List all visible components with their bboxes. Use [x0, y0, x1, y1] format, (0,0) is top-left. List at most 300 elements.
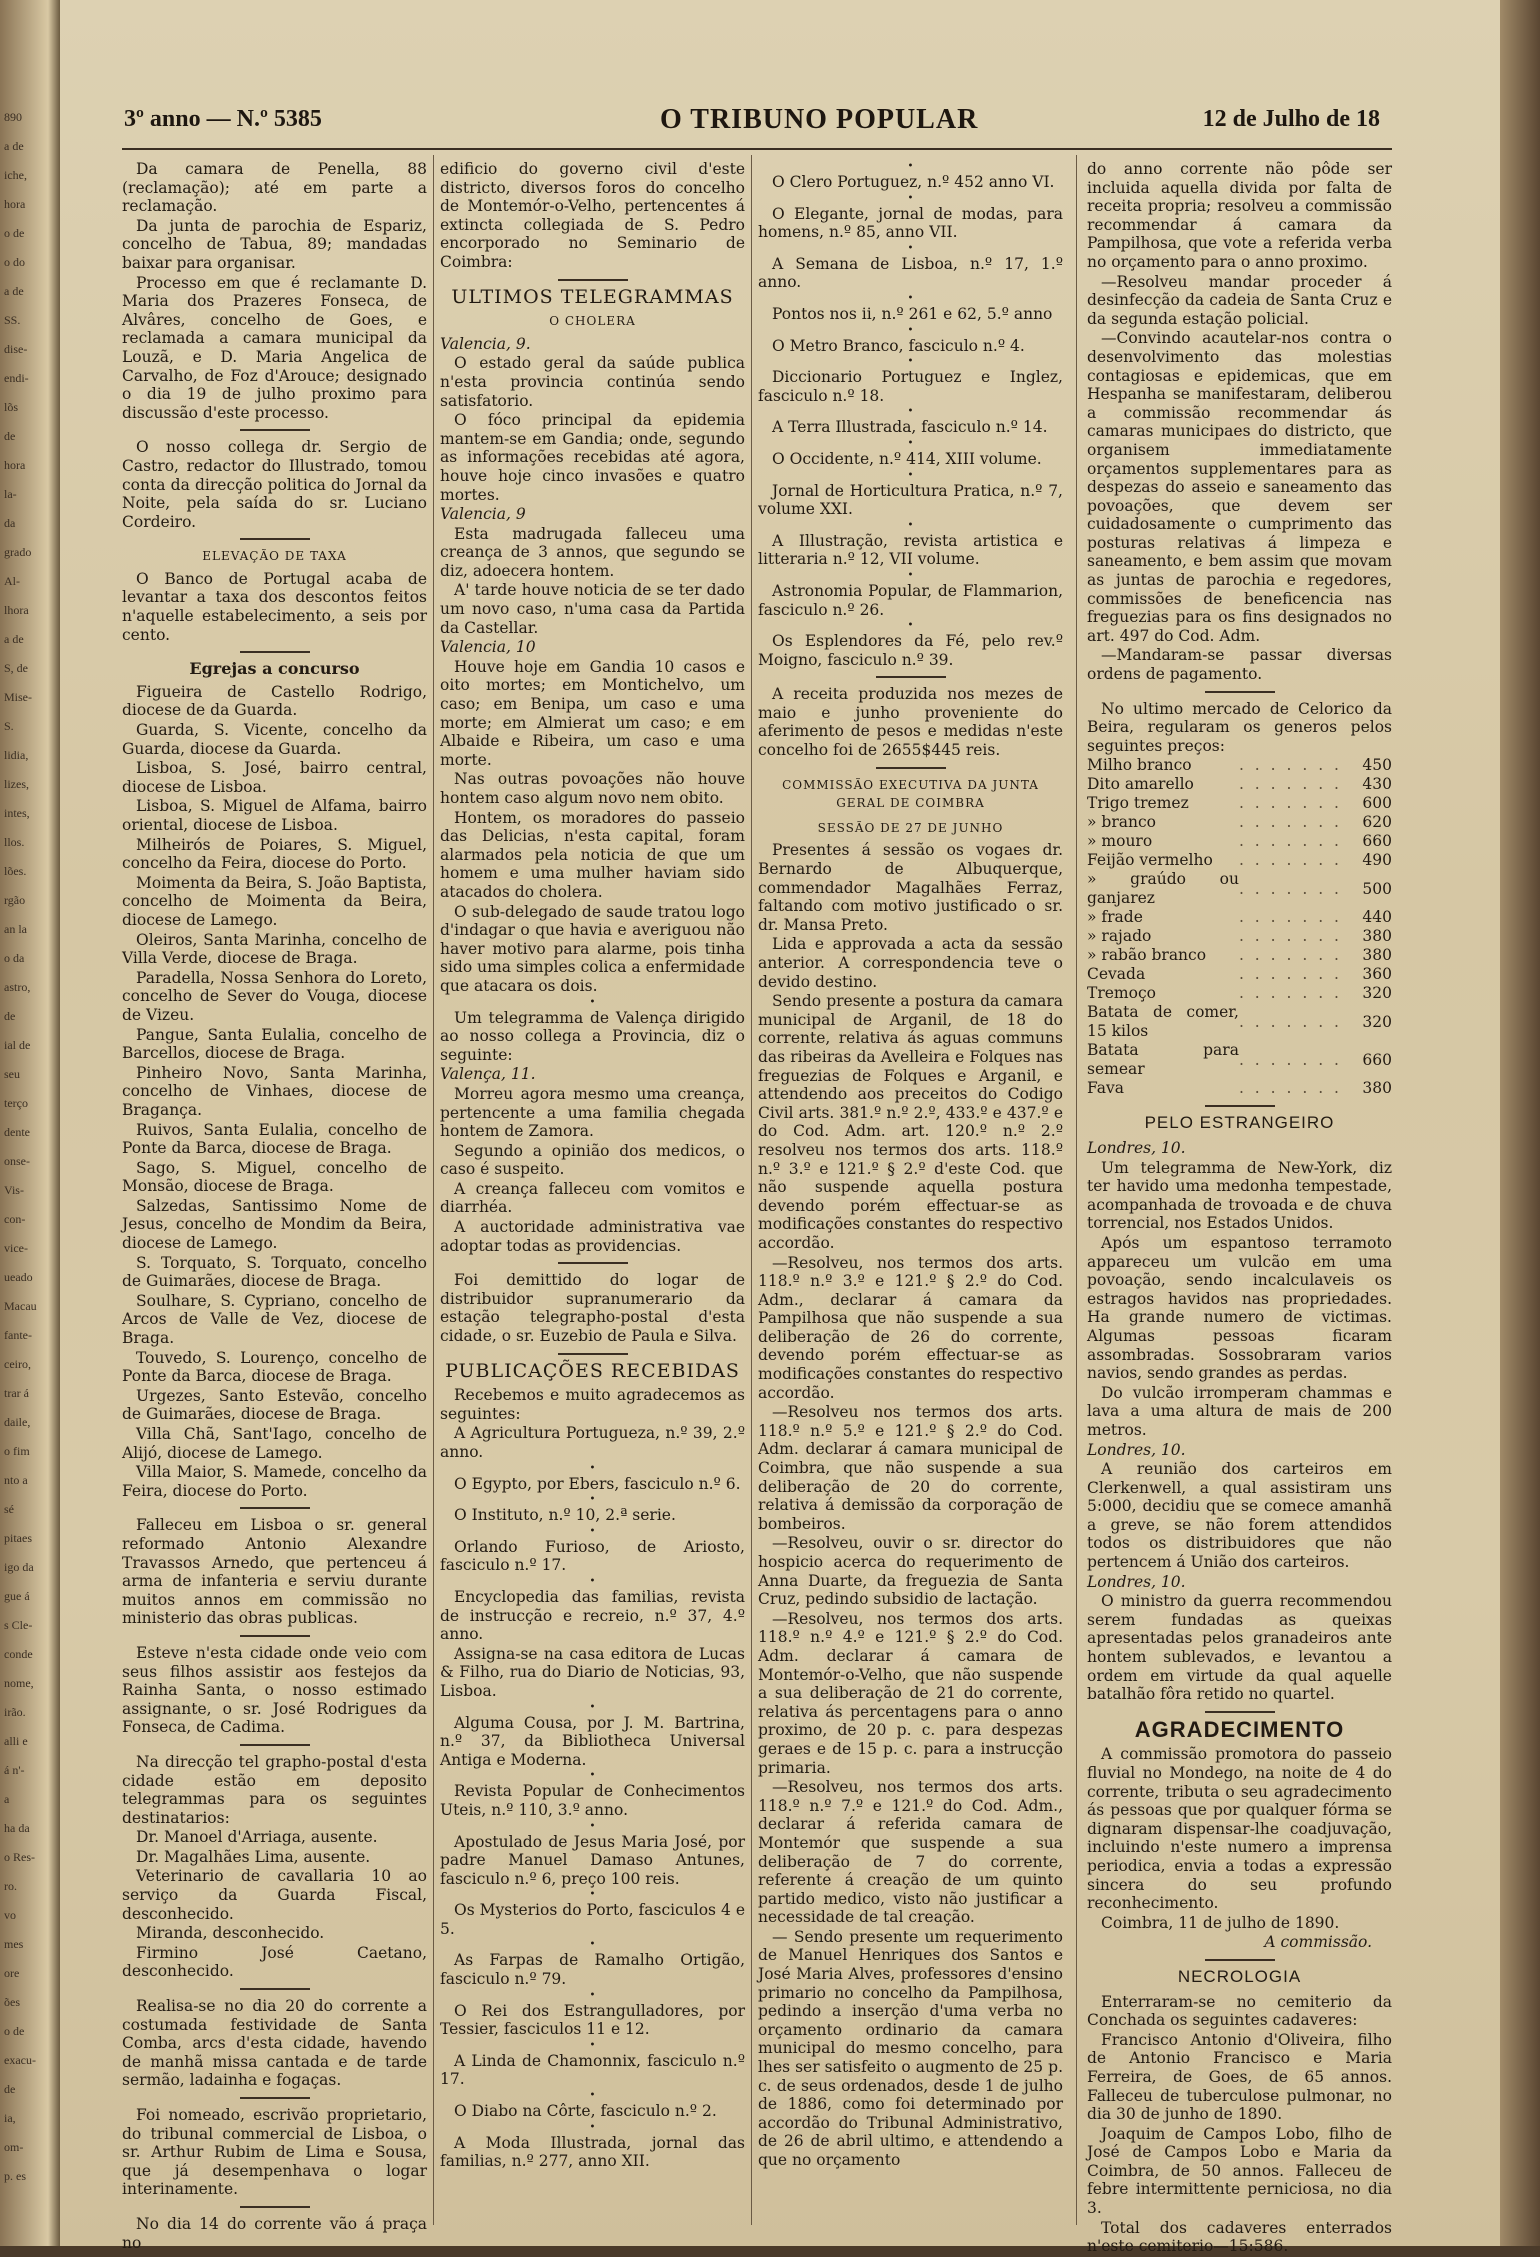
- price-row: [1087, 851, 1392, 870]
- article-paragraph: O Diabo na Côrte, fasciculo n.º 2.: [454, 2102, 717, 2121]
- margin-fragment: de: [4, 2082, 16, 2096]
- bullet-separator: •: [907, 292, 914, 304]
- product-price: 380: [1362, 946, 1392, 965]
- leader-dots: . . . . . . .: [1238, 946, 1342, 965]
- section-subheading: O CHOLERA: [549, 314, 636, 329]
- article-paragraph: O Occidente, n.º 414, XIII volume.: [772, 449, 1042, 468]
- bullet-separator: •: [907, 356, 914, 368]
- article-paragraph: O Elegante, jornal de modas, para homens, n.º 85, anno VII.: [758, 204, 1063, 242]
- section-rule: [1205, 691, 1275, 693]
- margin-fragment: conde: [4, 1647, 33, 1661]
- article-paragraph: Figueira de Castello Rodrigo, diocese de da Guarda.: [122, 682, 427, 720]
- article-paragraph: —Resolveu mandar proceder á desinfecção da cadeia de Santa Cruz e da segunda estação policial.: [1087, 272, 1392, 328]
- margin-fragment: daile,: [4, 1415, 31, 1429]
- article-paragraph: Coimbra, 11 de julho de 1890.: [1101, 1913, 1340, 1932]
- margin-fragment: o da: [4, 951, 25, 965]
- leader-dots: . . . . . . .: [1238, 756, 1342, 775]
- article-paragraph: Alguma Cousa, por J. M. Bartrina, n.º 37, da Bibliotheca Universal Antiga e Moderna.: [440, 1713, 745, 1769]
- bullet-separator: •: [589, 1989, 596, 2001]
- margin-fragment: nome,: [4, 1676, 34, 1690]
- article-paragraph: Ruivos, Santa Eulalia, concelho de Ponte da Barca, diocese de Braga.: [122, 1120, 427, 1158]
- section-rule: [240, 2097, 310, 2099]
- article-paragraph: O Clero Portuguez, n.º 452 anno VI.: [772, 173, 1055, 191]
- article-paragraph: —Resolveu, nos termos dos arts. 118.º n.º 4.º e 121.º § 2.º do Cod. Adm. declarar á camara de Montemór-o-Velho, que não suspende a sua deliberação de 21 do corrente, relativa ás percentagens para o anno proximo, de 20 p. c. para despezas geraes e de 15 p. c. para a instrucção primaria.: [758, 1609, 1063, 1777]
- issue-number: 3º anno — N.º 5385: [124, 106, 322, 132]
- margin-fragment: exacu-: [4, 2053, 36, 2067]
- margin-fragment: a de: [4, 284, 24, 298]
- article-paragraph: A auctoridade administrativa vae adoptar todas as providencias.: [440, 1218, 745, 1255]
- article-paragraph: Lisboa, S. José, bairro central, diocese de Lisboa.: [122, 759, 427, 796]
- margin-fragment: p. es: [4, 2169, 26, 2183]
- dateline: Londres, 10.: [1087, 1139, 1186, 1157]
- article-paragraph: Pangue, Santa Eulalia, concelho de Barcellos, diocese de Braga.: [122, 1025, 427, 1063]
- price-row: [1087, 870, 1392, 908]
- margin-fragment: dise-: [4, 342, 28, 356]
- margin-fragment: S, de: [4, 661, 28, 675]
- margin-fragment: pitaes: [4, 1531, 32, 1545]
- article-paragraph: Um telegramma de Valença dirigido ao nosso collega a Provincia, diz o seguinte:: [440, 1008, 745, 1064]
- article-paragraph: Esteve n'esta cidade onde veio com seus filhos assistir aos festejos da Rainha Santa, o nosso estimado assignante, o sr. José Rodrigues da Fonseca, de Cadima.: [122, 1643, 427, 1737]
- article-paragraph: O Metro Branco, fasciculo n.º 4.: [772, 336, 1025, 355]
- article-paragraph: Lida e approvada a acta da sessão anterior. A correspondencia teve o devido destino.: [758, 935, 1063, 991]
- article-paragraph: Processo em que é reclamante D. Maria dos Prazeres Fonseca, de Alvâres, concelho de Goes, e reclamada a camara municipal da Louzã, e D. Maria Angelica de Carvalho, de Foz d'Arouce; designado o dia 19 de julho proximo para discussão d'este processo.: [122, 273, 427, 422]
- margin-fragment: seu: [4, 1067, 20, 1081]
- section-subheading: COMMISSÃO EXECUTIVA DA JUNTA GERAL DE COIMBRA: [782, 777, 1039, 811]
- article-paragraph: A Terra Illustrada, fasciculo n.º 14.: [772, 418, 1048, 437]
- price-row: [1087, 927, 1392, 946]
- article-paragraph: Recebemos e muito agradecemos as seguintes:: [440, 1386, 745, 1423]
- margin-fragment: o do: [4, 255, 25, 269]
- article-paragraph: Os Esplendores da Fé, pelo rev.º Moigno, fasciculo n.º 39.: [758, 632, 1063, 669]
- bullet-separator: •: [907, 242, 914, 254]
- product-name: » frade: [1087, 908, 1143, 927]
- margin-fragment: endi-: [4, 371, 29, 385]
- margin-fragment: o Res-: [4, 1850, 35, 1864]
- margin-fragment: de: [4, 1009, 16, 1023]
- article-paragraph: Um telegramma de New-York, diz ter havido uma medonha tempestade, acompanhada de trovoada e de chuva torrencial, nos Estados Unidos.: [1087, 1158, 1392, 1233]
- article-paragraph: Pontos nos ii, n.º 261 e 62, 5.º anno: [772, 304, 1053, 323]
- margin-fragment: ro.: [4, 1879, 17, 1893]
- margin-fragment: nto a: [4, 1473, 28, 1487]
- article-paragraph: —Convindo acautelar-nos contra o desenvolvimento das molestias contagiosas e epidemicas, que em Hespanha se manifestaram, deliberou a commissão recommendar ás camaras municipaes do districto, que organisem immediatamente orçamentos supplementares para as despezas do asseio e saneamento das povoações, que devem ser cuidadosamente o cumprimento das posturas relativas á limpeza e saneamento, e bem assim que movam as juntas de parochia e regedores, commissões de beneficencia nas freguezias para os fins designados no art. 497 do Cod. Adm.: [1087, 329, 1392, 645]
- product-price: 320: [1362, 984, 1392, 1003]
- product-name: Trigo tremez: [1087, 794, 1189, 813]
- article-paragraph: Miranda, desconhecido.: [136, 1924, 325, 1943]
- leader-dots: . . . . . . .: [1238, 775, 1342, 794]
- article-paragraph: Foi demittido do logar de distribuidor supranumerario da estação telegrapho-postal d'esta cidade, o sr. Euzebio de Paula e Silva.: [440, 1271, 745, 1346]
- article-paragraph: Morreu agora mesmo uma creança, pertencente a uma familia chegada hontem de Zamora.: [440, 1084, 745, 1141]
- product-name: » graúdo ou ganjarez: [1087, 870, 1239, 908]
- article-paragraph: Total dos cadaveres enterrados n'este cemiterio—15:586.: [1087, 2218, 1392, 2256]
- article-paragraph: A Semana de Lisboa, n.º 17, 1.º anno.: [758, 254, 1063, 292]
- article-paragraph: — Sendo presente um requerimento de Manuel Henriques dos Santos e José Maria Alves, professores d'ensino primario no concelho da Pampilhosa, pedindo a inserção d'uma verba no orçamento ordinario da camara municipal do mesmo concelho, para lhes ser satisfeito o augmento de 25 p. c. de seus ordenados, desde 1 de julho de 1886, como foi determinado por accordão do Tribunal Administrativo, de 26 de abril ultimo, e attendendo a que no orçamento: [758, 1927, 1063, 2169]
- article-paragraph: —Resolveu, nos termos dos arts. 118.º n.º 3.º e 121.º § 2.º do Cod. Adm., declarar á camara da Pampilhosa que não suspende a sua deliberação de 26 do corrente, devendo porém effectuar-se as modificações constantes do respectivo accordão.: [758, 1253, 1063, 1402]
- bullet-separator: •: [589, 1889, 596, 1901]
- dateline: Valencia, 9.: [440, 334, 531, 353]
- margin-fragment: terço: [4, 1096, 28, 1110]
- article-paragraph: Veterinario de cavallaria 10 ao serviço da Guarda Fiscal, desconhecido.: [122, 1867, 427, 1923]
- margin-fragment: astro,: [4, 980, 31, 994]
- newspaper-title: O TRIBUNO POPULAR: [660, 104, 979, 135]
- article-paragraph: Da camara de Penella, 88 (reclamação); até em parte a reclamação.: [122, 160, 427, 216]
- bullet-separator: •: [907, 519, 914, 531]
- product-price: 320: [1362, 1012, 1392, 1031]
- article-paragraph: O Banco de Portugal acaba de levantar a taxa dos descontos feitos n'aquelle estabelecimento, a seis por cento.: [122, 569, 427, 644]
- section-rule: [240, 429, 310, 431]
- bullet-separator: •: [589, 1525, 596, 1537]
- margin-fragment: rgão: [4, 893, 26, 907]
- article-paragraph: Realisa-se no dia 20 do corrente a costumada festividade de Santa Comba, arcs d'esta cidade, havendo de manhã missa cantada e de tarde sermão, ladainha e fogaças.: [122, 1997, 427, 2090]
- margin-fragment: sé: [4, 1502, 14, 1516]
- margin-fragment: iche,: [4, 168, 27, 182]
- product-name: » rajado: [1087, 927, 1152, 946]
- article-paragraph: O Egypto, por Ebers, fasciculo n.º 6.: [454, 1474, 741, 1493]
- article-paragraph: —Resolveu nos termos dos arts. 118.º n.º 5.º e 121.º § 2.º do Cod. Adm. declarar á camara municipal de Coimbra, que não suspende a sua deliberação de 20 do corrente, relativa á demissão da corporação de bombeiros.: [758, 1403, 1063, 1533]
- section-rule: [240, 538, 310, 540]
- price-row: [1087, 984, 1392, 1003]
- article-paragraph: Após um espantoso terramoto appareceu um vulcão em uma povoação, sendo incalculaveis os estragos havidos nas propriedades. Ha grande numero de victimas. Algumas pessoas ficaram assombradas. Sossobraram varios navios, sendo grandes as perdas.: [1087, 1233, 1392, 1383]
- article-paragraph: Soulhare, S. Cypriano, concelho de Arcos de Valle de Vez, diocese de Braga.: [122, 1291, 427, 1348]
- product-name: Batata para semear: [1087, 1041, 1239, 1079]
- product-price: 620: [1362, 813, 1392, 832]
- section-rule: [876, 676, 946, 678]
- section-subheading: ELEVAÇÃO DE TAXA: [202, 549, 347, 564]
- margin-fragment: intes,: [4, 806, 30, 820]
- margin-fragment: vo: [4, 1908, 16, 1922]
- section-subheading: SESSÃO DE 27 DE JUNHO: [817, 820, 1004, 835]
- section-heading: PUBLICAÇÕES RECEBIDAS: [445, 1359, 740, 1382]
- section-rule: [876, 767, 946, 769]
- price-row: [1087, 832, 1392, 851]
- margin-fragment: ueado: [4, 1270, 33, 1284]
- column-divider: [1076, 155, 1077, 2225]
- product-price: 380: [1362, 927, 1392, 946]
- signature: A commissão.: [1264, 1933, 1372, 1952]
- dateline: Valença, 11.: [440, 1065, 536, 1084]
- article-paragraph: Revista Popular de Conhecimentos Uteis, n.º 110, 3.º anno.: [440, 1782, 745, 1819]
- masthead: [60, 100, 1420, 140]
- section-rule: [1205, 1711, 1275, 1713]
- bullet-separator: •: [907, 406, 914, 418]
- margin-fragment: de: [4, 429, 16, 443]
- product-price: 660: [1362, 1050, 1392, 1069]
- margin-fragment: Macau: [4, 1299, 37, 1313]
- margin-fragment: a de: [4, 632, 24, 646]
- bullet-separator: •: [589, 1494, 596, 1506]
- product-name: Feijão vermelho: [1087, 851, 1213, 870]
- bullet-separator: •: [589, 1701, 596, 1713]
- margin-fragment: om-: [4, 2140, 24, 2154]
- article-paragraph: Lisboa, S. Miguel de Alfama, bairro oriental, diocese de Lisboa.: [122, 797, 427, 834]
- product-name: » branco: [1087, 813, 1156, 832]
- article-paragraph: Enterraram-se no cemiterio da Conchada os seguintes cadaveres:: [1087, 1992, 1392, 2030]
- adjacent-page-strip: [0, 0, 60, 2246]
- margin-fragment: ore: [4, 1966, 20, 1980]
- margin-fragment: ial de: [4, 1038, 31, 1052]
- bullet-separator: •: [907, 569, 914, 581]
- section-rule: [558, 1262, 628, 1264]
- product-name: Tremoço: [1087, 984, 1156, 1003]
- margin-fragment: vice-: [4, 1241, 28, 1255]
- article-paragraph: Esta madrugada falleceu uma creança de 3 annos, que segundo se diz, adoecera hontem.: [440, 524, 745, 580]
- margin-fragment: irão.: [4, 1705, 26, 1719]
- bullet-separator: •: [907, 324, 914, 336]
- product-price: 450: [1362, 756, 1392, 775]
- section-heading: PELO ESTRANGEIRO: [1144, 1113, 1335, 1133]
- article-paragraph: A Illustração, revista artistica e litteraria n.º 12, VII volume.: [758, 531, 1063, 569]
- section-rule: [558, 279, 628, 281]
- price-row: [1087, 965, 1392, 984]
- section-rule: [558, 1353, 628, 1355]
- article-paragraph: —Mandaram-se passar diversas ordens de pagamento.: [1087, 646, 1392, 684]
- article-paragraph: Da junta de parochia de Espariz, concelho de Tabua, 89; mandadas baixar para organisar.: [122, 216, 427, 272]
- article-paragraph: Jornal de Horticultura Pratica, n.º 7, volume XXI.: [758, 481, 1063, 519]
- article-paragraph: Os Mysterios do Porto, fasciculos 4 e 5.: [440, 1901, 745, 1938]
- price-row: [1087, 1003, 1392, 1041]
- margin-fragment: a de: [4, 139, 24, 153]
- article-paragraph: Falleceu em Lisboa o sr. general reformado Antonio Alexandre Travassos Arnedo, que pertenceu á arma de infanteria e serviu durante muitos annos em commissão no ministerio das obras publicas.: [122, 1516, 427, 1628]
- margin-fragment: á n'-: [4, 1763, 25, 1777]
- article-paragraph: As Farpas de Ramalho Ortigão, fasciculo n.º 79.: [440, 1951, 745, 1989]
- margin-fragment: alli e: [4, 1734, 28, 1748]
- section-rule: [240, 1635, 310, 1637]
- leader-dots: . . . . . . .: [1238, 1079, 1342, 1098]
- article-paragraph: A commissão promotora do passeio fluvial no Mondego, na noite de 4 do corrente, tributa o seu agradecimento ás pessoas que por qualquer fórma se dignaram dispensar-lhe coadjuvação, incluindo n'este numero a imprensa periodica, envia a todas a expressão sincera do seu profundo reconhecimento.: [1087, 1745, 1392, 1913]
- margin-fragment: la-: [4, 487, 17, 501]
- bullet-separator: •: [907, 161, 914, 172]
- article-paragraph: Salzedas, Santissimo Nome de Jesus, concelho de Mondim da Beira, diocese de Lamego.: [122, 1196, 427, 1253]
- leader-dots: . . . . . . .: [1238, 984, 1342, 1003]
- leader-dots: . . . . . . .: [1238, 832, 1342, 851]
- notice-heading: AGRADECIMENTO: [1134, 1716, 1345, 1742]
- article-paragraph: Hontem, os moradores do passeio das Delicias, n'esta capital, foram alarmados pela noticia de que um homem e uma mulher haviam sido atacados do cholera.: [440, 808, 745, 901]
- bullet-separator: •: [589, 2121, 596, 2133]
- article-paragraph: A creança falleceu com vomitos e diarrhéa.: [440, 1179, 745, 1217]
- margin-fragment: ia,: [4, 2111, 16, 2125]
- margin-fragment: Mise-: [4, 690, 32, 704]
- section-rule: [240, 2206, 310, 2208]
- article-paragraph: A receita produzida nos mezes de maio e junho proveniente do aferimento de pesos e medidas n'este concelho foi de 2655$445 reis.: [758, 685, 1063, 760]
- product-name: Batata de comer, 15 kilos: [1087, 1003, 1239, 1041]
- article-paragraph: O nosso collega dr. Sergio de Castro, redactor do Illustrado, tomou conta da direcção politica do Jornal da Noite, pela saída do sr. Luciano Cordeiro.: [122, 438, 427, 531]
- article-paragraph: O estado geral da saúde publica n'esta provincia continúa sendo satisfatorio.: [440, 354, 745, 410]
- article-paragraph: Villa Maior, S. Mamede, concelho da Feira, diocese do Porto.: [122, 1463, 427, 1500]
- issue-date: 12 de Julho de 18: [1202, 106, 1380, 132]
- margin-fragment: lõs: [4, 400, 19, 414]
- section-rule: [240, 651, 310, 653]
- article-paragraph: A' tarde houve noticia de se ter dado um novo caso, n'uma casa da Partida da Castellar.: [440, 581, 745, 637]
- article-paragraph: Na direcção tel grapho-postal d'esta cidade estão em deposito telegrammas para os seguintes destinatarios:: [122, 1752, 427, 1827]
- article-paragraph: Foi nomeado, escrivão proprietario, do tribunal commercial de Lisboa, o sr. Arthur Rubim de Lima e Sousa, que já desempenhava o logar interinamente.: [122, 2106, 427, 2199]
- price-row: [1087, 1079, 1392, 1098]
- bullet-separator: •: [589, 1820, 596, 1832]
- product-price: 600: [1362, 794, 1392, 813]
- bullet-separator: •: [907, 437, 914, 449]
- price-table: [1087, 756, 1392, 1098]
- leader-dots: . . . . . . .: [1238, 927, 1342, 946]
- article-paragraph: Joaquim de Campos Lobo, filho de José de Campos Lobo e Maria da Coimbra, de 50 annos. Falleceu de febre intermittente perniciosa, no dia 3.: [1087, 2124, 1392, 2218]
- dateline: Londres, 10.: [1087, 1572, 1186, 1591]
- margin-fragment: lões.: [4, 864, 27, 878]
- margin-fragment: o fim: [4, 1444, 30, 1458]
- article-paragraph: do anno corrente não pôde ser incluida aquella divida por falta de receita propria; resolveu a commissão recommendar á camara da Pampilhosa, que vote a referida verba no orçamento para o anno proximo.: [1087, 160, 1392, 271]
- product-name: » rabão branco: [1087, 946, 1207, 965]
- article-paragraph: Francisco Antonio d'Oliveira, filho de Antonio Francisco e Maria Ferreira, de Goes, de 65 annos. Falleceu de tuberculose pulmonar, no dia 30 de junho de 1890.: [1087, 2030, 1392, 2124]
- article-paragraph: No ultimo mercado de Celorico da Beira, regularam os generos pelos seguintes preços:: [1087, 699, 1392, 755]
- article-paragraph: Sendo presente a postura da camara municipal de Arganil, de 18 do corrente, relativa ás aguas communs das ribeiras da Avelleira e Folques nas freguezias de Folques e Arganil, e attendendo aos preceitos do Codigo Civil arts. 381.º n.º 2.º, 433.º e 437.º e do Cod. Adm. art. 120.º n.º 2.º resolveu nos termos dos arts. 118.º n.º 3.º e 121.º § 2.º d'este Cod. que não suspende aquella postura devendo porém effectuar-se as modificações constantes do respectivo accordão.: [758, 992, 1063, 1252]
- column-2: [440, 160, 745, 2172]
- price-row: [1087, 1041, 1392, 1079]
- bullet-separator: •: [589, 2090, 596, 2102]
- article-paragraph: Moimenta da Beira, S. João Baptista, concelho de Moimenta da Beira, diocese de Lamego.: [122, 873, 427, 929]
- dateline: Londres, 10.: [1087, 1440, 1186, 1459]
- margin-fragment: SS.: [4, 313, 21, 327]
- section-rule: [240, 1744, 310, 1746]
- product-price: 380: [1362, 1079, 1392, 1098]
- margin-fragment: da: [4, 516, 16, 530]
- article-paragraph: O sub-delegado de saude tratou logo d'indagar o que havia e averiguou não haver motivo para alarme, pois tinha sido uma simples colica a enfermidade que atacara os dois.: [440, 902, 745, 995]
- article-paragraph: Firmino José Caetano, desconhecido.: [122, 1943, 427, 1981]
- leader-dots: . . . . . . .: [1238, 879, 1342, 898]
- product-price: 490: [1362, 851, 1392, 870]
- article-paragraph: Houve hoje em Gandia 10 casos e oito mortes; em Montichelvo, um caso; em Benipa, um caso e uma morte; em Almierat um caso; e em Albaide e Ribeira, um caso e uma morte.: [440, 657, 745, 769]
- leader-dots: . . . . . . .: [1238, 813, 1342, 832]
- column-3: [758, 160, 1063, 2171]
- bullet-separator: •: [589, 996, 596, 1008]
- margin-fragment: fante-: [4, 1328, 32, 1342]
- margin-fragment: lizes,: [4, 777, 29, 791]
- product-name: Fava: [1087, 1079, 1124, 1098]
- section-rule: [1205, 1105, 1275, 1107]
- article-paragraph: Dr. Magalhães Lima, ausente.: [136, 1847, 371, 1866]
- margin-fragment: ha da: [4, 1821, 30, 1835]
- article-paragraph: Touvedo, S. Lourenço, concelho de Ponte da Barca, diocese de Braga.: [122, 1348, 427, 1386]
- article-paragraph: Apostulado de Jesus Maria José, por padre Manuel Damaso Antunes, fasciculo n.º 6, preço 100 reis.: [440, 1832, 745, 1888]
- margin-fragment: trar á: [4, 1386, 29, 1400]
- section-heading: Egrejas a concurso: [189, 659, 360, 679]
- article-paragraph: Do vulcão irromperam chammas e lava a uma altura de mais de 200 metros.: [1087, 1383, 1392, 1439]
- article-paragraph: O Instituto, n.º 10, 2.ª serie.: [454, 1506, 676, 1525]
- page-edge-shadow: [1500, 0, 1540, 2246]
- article-paragraph: A Moda Illustrada, jornal das familias, n.º 277, anno XII.: [440, 2133, 745, 2171]
- product-name: Dito amarello: [1087, 775, 1194, 794]
- section-rule: [240, 1507, 310, 1509]
- margin-fragment: o de: [4, 226, 25, 240]
- margin-fragment: mes: [4, 1937, 24, 1951]
- section-heading: NECROLOGIA: [1177, 1966, 1302, 1986]
- price-row: [1087, 813, 1392, 832]
- product-price: 440: [1362, 908, 1392, 927]
- bullet-separator: •: [589, 1575, 596, 1587]
- margin-fragment: lhora: [4, 603, 29, 617]
- article-paragraph: A reunião dos carteiros em Clerkenwell, a qual assistiram uns 5:000, decidiu que se comece amanhã a greve, se não forem attendidos todos os distribuidores que não pertencem á União dos carteiros.: [1087, 1460, 1392, 1572]
- price-row: [1087, 908, 1392, 927]
- margin-fragment: ceiro,: [4, 1357, 31, 1371]
- product-price: 430: [1362, 775, 1392, 794]
- article-paragraph: Paradella, Nossa Senhora do Loreto, concelho de Sever do Vouga, diocese de Vizeu.: [122, 968, 427, 1024]
- product-name: » mouro: [1087, 832, 1153, 851]
- article-paragraph: A Agricultura Portugueza, n.º 39, 2.º anno.: [440, 1424, 745, 1461]
- article-paragraph: S. Torquato, S. Torquato, concelho de Guimarães, diocese de Braga.: [122, 1253, 427, 1291]
- margin-fragment: hora: [4, 458, 26, 472]
- article-paragraph: Milheirós de Poiares, S. Miguel, concelho da Feira, diocese do Porto.: [122, 835, 427, 873]
- column-1: [122, 160, 427, 2253]
- column-divider: [751, 155, 752, 2225]
- bullet-separator: •: [907, 620, 914, 632]
- dateline: Valencia, 9: [440, 505, 526, 524]
- margin-fragment: ões: [4, 1995, 20, 2009]
- product-name: Cevada: [1087, 965, 1146, 984]
- margin-fragment: grado: [4, 545, 32, 559]
- price-row: [1087, 775, 1392, 794]
- article-paragraph: A Linda de Chamonnix, fasciculo n.º 17.: [440, 2051, 745, 2089]
- article-paragraph: Sago, S. Miguel, concelho de Monsão, diocese de Braga.: [122, 1158, 427, 1196]
- article-paragraph: Astronomia Popular, de Flammarion, fasciculo n.º 26.: [758, 581, 1063, 619]
- leader-dots: . . . . . . .: [1238, 1050, 1342, 1069]
- article-paragraph: —Resolveu, nos termos dos arts. 118.º n.º 7.º e 121.º do Cod. Adm., declarar á referida camara de Montemór que suspende a sua deliberação de 7 do corrente, referente á creação de um quinto partido medico, visto não justificar a necessidade de tal creação.: [758, 1778, 1063, 1927]
- margin-fragment: hora: [4, 197, 26, 211]
- bullet-separator: •: [907, 192, 914, 204]
- margin-fragment: a: [4, 1792, 10, 1806]
- bullet-separator: •: [907, 469, 914, 481]
- margin-fragment: s Cle-: [4, 1618, 33, 1632]
- article-paragraph: O Rei dos Estrangulladores, por Tessier, fasciculos 11 e 12.: [440, 2001, 745, 2039]
- bullet-separator: •: [589, 1939, 596, 1951]
- article-paragraph: O ministro da guerra recommendou serem fundadas as queixas apresentadas pelos granadeiros ante hontem sublevados, e levantou a ordem em virtude da qual aquelle batalhão fôra retido no quartel.: [1087, 1592, 1392, 1704]
- column-divider: [433, 155, 434, 2225]
- margin-fragment: onse-: [4, 1154, 30, 1168]
- product-name: Milho branco: [1087, 756, 1192, 775]
- article-paragraph: Nas outras povoações não houve hontem caso algum novo nem obito.: [440, 770, 745, 807]
- margin-fragment: Al-: [4, 574, 20, 588]
- product-price: 360: [1362, 965, 1392, 984]
- margin-fragment: llos.: [4, 835, 25, 849]
- margin-fragment: lidia,: [4, 748, 29, 762]
- margin-fragment: o de: [4, 2024, 25, 2038]
- dateline: Valencia, 10: [440, 638, 536, 657]
- article-paragraph: O fóco principal da epidemia mantem-se em Gandia; onde, segundo as informações recebidas até agora, houve hoje cinco invasões e quatro mortes.: [440, 411, 745, 504]
- product-price: 660: [1362, 832, 1392, 851]
- leader-dots: . . . . . . .: [1238, 965, 1342, 984]
- leader-dots: . . . . . . .: [1238, 851, 1342, 870]
- article-paragraph: Orlando Furioso, de Ariosto, fasciculo n.º 17.: [440, 1537, 745, 1575]
- price-row: [1087, 794, 1392, 813]
- margin-fragment: an la: [4, 922, 27, 936]
- bullet-separator: •: [589, 1462, 596, 1474]
- article-paragraph: Diccionario Portuguez e Inglez, fasciculo n.º 18.: [758, 368, 1063, 405]
- bullet-separator: •: [589, 1770, 596, 1782]
- margin-fragment: igo da: [4, 1560, 34, 1574]
- article-paragraph: Assigna-se na casa editora de Lucas & Filho, rua do Diario de Noticias, 93, Lisboa.: [440, 1644, 745, 1700]
- article-paragraph: Oleiros, Santa Marinha, concelho de Villa Verde, diocese de Braga.: [122, 930, 427, 968]
- margin-fragment: dente: [4, 1125, 30, 1139]
- margin-fragment: S.: [4, 719, 14, 733]
- column-4: [1087, 160, 1392, 2257]
- article-paragraph: Guarda, S. Vicente, concelho da Guarda, diocese da Guarda.: [122, 721, 427, 758]
- article-paragraph: edificio do governo civil d'este districto, diversos foros do concelho de Montemór-o-Velho, pertencentes á extincta collegiada de S. Pedro encorporado no Seminario de Coimbra:: [440, 160, 745, 271]
- price-row: [1087, 946, 1392, 965]
- article-paragraph: Urgezes, Santo Estevão, concelho de Guimarães, diocese de Braga.: [122, 1386, 427, 1424]
- bullet-separator: •: [589, 2039, 596, 2051]
- price-row: [1087, 756, 1392, 775]
- article-paragraph: Encyclopedia das familias, revista de instrucção e recreio, n.º 37, 4.º anno.: [440, 1587, 745, 1644]
- article-paragraph: —Resolveu, ouvir o sr. director do hospicio acerca do requerimento de Anna Duarte, da freguezia de Santa Cruz, pedindo subsidio de lactação.: [758, 1534, 1063, 1609]
- masthead-rule: [122, 148, 1392, 150]
- article-paragraph: Dr. Manoel d'Arriaga, ausente.: [136, 1828, 378, 1847]
- article-paragraph: Presentes á sessão os vogaes dr. Bernardo de Albuquerque, commendador Magalhães Ferraz, faltando com motivo justificado o sr. dr. Mansa Preto.: [758, 841, 1063, 934]
- article-paragraph: No dia 14 do corrente vão á praça no: [122, 2214, 427, 2252]
- margin-fragment: 890: [4, 110, 22, 124]
